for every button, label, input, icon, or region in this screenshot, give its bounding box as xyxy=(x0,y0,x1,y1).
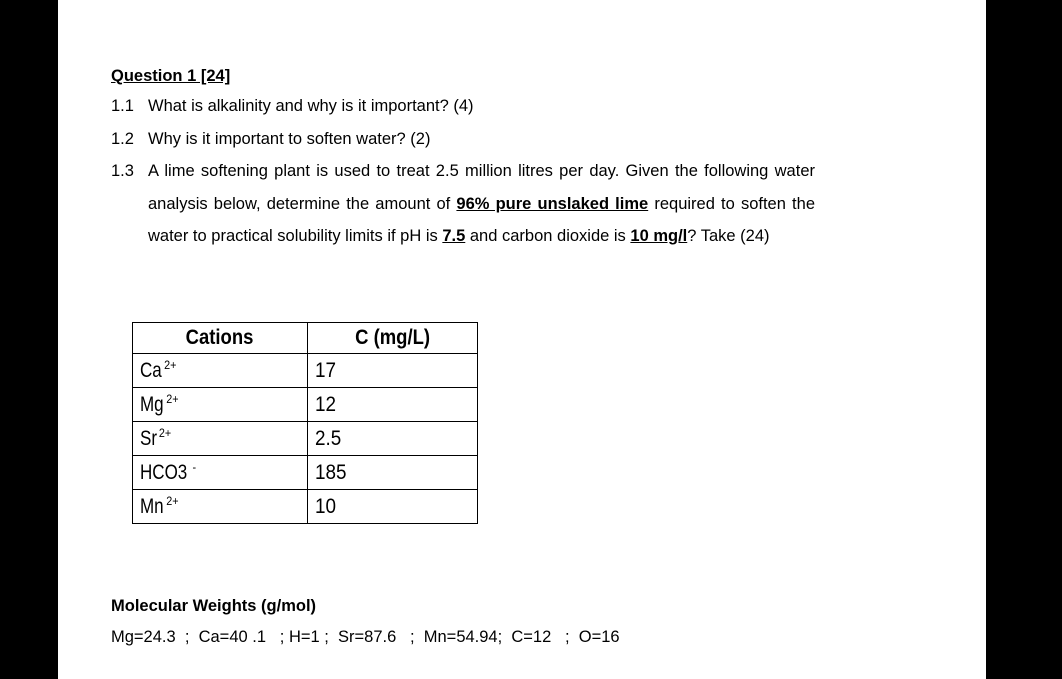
text-part: A lime softening plant is used to treat 2.5 million litres per day. Given the following water analysis below, determine the amount of xyxy=(148,162,815,213)
table-row xyxy=(133,354,478,388)
value-cell: 185 xyxy=(308,456,478,490)
cation-table xyxy=(132,322,478,524)
question-item xyxy=(111,123,815,156)
ion-cell: Sr $^{2+}$ xyxy=(133,422,308,456)
table-row xyxy=(133,388,478,422)
table-header-row xyxy=(133,323,478,354)
value-cell: 10 xyxy=(308,490,478,524)
value-cell: 12 xyxy=(308,388,478,422)
table-row xyxy=(133,490,478,524)
question-text: Why is it important to soften water? (2) xyxy=(148,129,431,148)
header-concentration: C (mg/L) xyxy=(308,323,478,354)
question-text xyxy=(148,155,815,253)
table-row xyxy=(133,422,478,456)
text-part: and carbon dioxide is xyxy=(465,227,631,245)
ion-cell: Mg $^{2+}$ xyxy=(133,388,308,422)
emphasis-ph: 7.5 xyxy=(442,227,466,245)
value-cell: 17 xyxy=(308,354,478,388)
header-cations: Cations xyxy=(133,323,308,354)
molecular-weights-values: Mg=24.3 ; Ca=40 .1 ; H=1 ; Sr=87.6 ; Mn=54.94; C=12 ; O=16 xyxy=(111,628,620,646)
question-text: What is alkalinity and why is it important? (4) xyxy=(148,97,474,115)
table-row xyxy=(133,456,478,490)
question-title: Question 1 [24] xyxy=(111,67,231,85)
question-item xyxy=(111,155,815,253)
value-cell: 2.5 xyxy=(308,422,478,456)
question-number: 1.1 xyxy=(111,97,134,115)
molecular-weights xyxy=(111,592,620,654)
question-number: 1.2 xyxy=(111,129,134,148)
text-part: required to soften the water to practical solubility limits if pH is xyxy=(148,194,815,245)
molecular-weights-title: Molecular Weights (g/mol) xyxy=(111,597,317,615)
cation-table-wrap xyxy=(132,322,478,524)
ion-cell: Mn $^{2+}$ xyxy=(133,490,308,524)
question-item xyxy=(111,90,815,123)
text-part: ? Take (24) xyxy=(687,227,770,245)
emphasis-lime: 96% pure unslaked lime xyxy=(456,194,649,213)
question-block xyxy=(111,62,815,253)
ion-cell: Ca $^{2+}$ xyxy=(133,354,308,388)
question-number: 1.3 xyxy=(111,162,134,180)
ion-cell: HCO3 - xyxy=(133,456,308,490)
emphasis-co2: 10 mg/l xyxy=(630,227,688,245)
